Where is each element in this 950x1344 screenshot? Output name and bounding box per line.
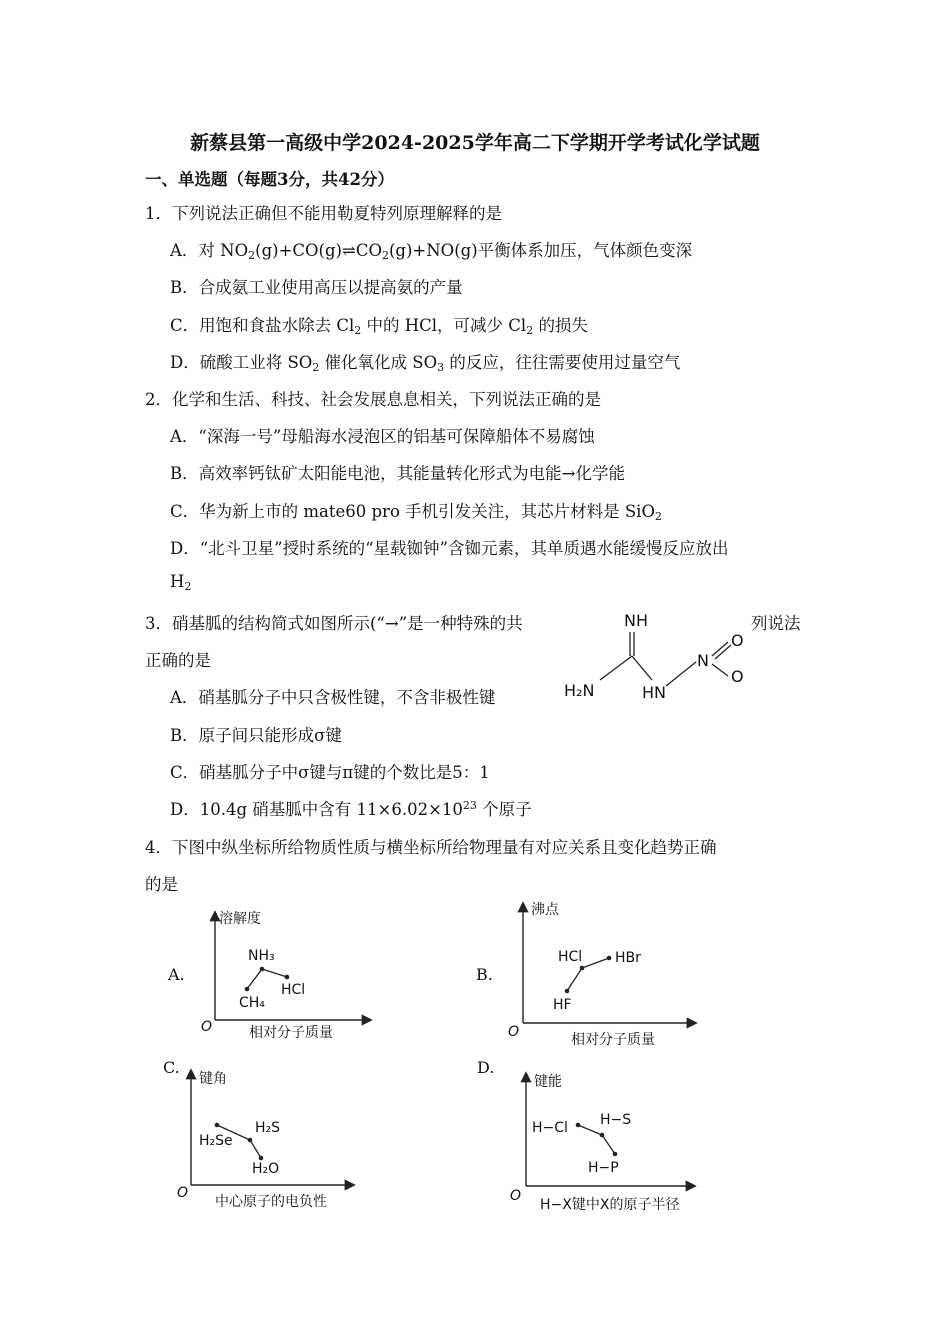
graph-a-point-nh3: NH₃	[248, 948, 275, 964]
graph-b-point-hbr: HBr	[615, 950, 641, 966]
graph-c-point-h2se: H₂Se	[199, 1133, 233, 1149]
q2-stem: 2．化学和生活、科技、社会发展息息相关，下列说法正确的是	[145, 390, 601, 409]
graph-a-ylabel: 溶解度	[219, 911, 261, 927]
graph-d-origin: O	[510, 1188, 522, 1204]
graph-b-label: B.	[476, 965, 493, 984]
graph-b-xlabel: 相对分子质量	[571, 1032, 655, 1048]
q1-option-c: C．用饱和食盐水除去 $Cl_2$ 中的 HCl，可减少 $Cl_2$ 的损失	[170, 316, 588, 337]
graph-d-point-hp: H−P	[588, 1160, 619, 1176]
struct-nh-label: NH	[624, 611, 648, 630]
graph-d-xlabel: H−X键中X的原子半径	[540, 1197, 680, 1213]
graph-a	[195, 905, 385, 1045]
graph-d-label: D.	[477, 1058, 495, 1077]
struct-o-bottom-label: O	[731, 667, 744, 686]
graph-a-label: A.	[168, 965, 185, 984]
q2-option-b: B．高效率钙钛矿太阳能电池，其能量转化形式为电能→化学能	[170, 464, 625, 483]
graph-a-point-hcl: HCl	[281, 982, 306, 998]
q2-option-c: C．华为新上市的 mate60 pro 手机引发关注，其芯片材料是 SiO$_2$	[170, 502, 662, 523]
q2-option-d-line1: D．“北斗卫星”授时系统的“星载铷钟”含铷元素，其单质遇水能缓慢反应放出	[170, 539, 729, 558]
q3-stem-part2: 列说法	[751, 614, 801, 633]
struct-n-label: N	[697, 651, 709, 670]
graph-b	[505, 898, 705, 1048]
graph-d-ylabel: 键能	[534, 1074, 562, 1090]
graph-b-point-hcl: HCl	[558, 949, 583, 965]
graph-c-point-h2o: H₂O	[252, 1161, 280, 1177]
graph-c-origin: O	[177, 1185, 189, 1201]
struct-h2n-label: H₂N	[564, 681, 595, 700]
struct-hn-label: HN	[642, 683, 666, 702]
q3-option-d: D．10.4g 硝基胍中含有 $11\times 6.02\times 10^{23}$ 个原子	[170, 799, 532, 819]
graph-c-xlabel: 中心原子的电负性	[215, 1194, 327, 1210]
graph-a-origin: O	[201, 1019, 213, 1035]
q4-stem-line1: 4．下图中纵坐标所给物质性质与横坐标所给物理量有对应关系且变化趋势正确	[145, 838, 717, 857]
q1-option-a: A．对 $NO_2(g)+CO(g)\rightleftharpoons CO_2(g)+NO(g)$平衡体系加压，气体颜色变深	[170, 241, 693, 262]
graph-b-ylabel: 沸点	[531, 902, 559, 918]
q2-option-a: A．“深海一号”母船海水浸泡区的铝基可保障船体不易腐蚀	[170, 427, 595, 446]
graph-d	[506, 1068, 706, 1218]
graph-d-point-hs: H−S	[600, 1112, 632, 1128]
graph-a-point-ch4: CH₄	[239, 995, 265, 1011]
q2-option-d-line2: $H_2$	[170, 572, 192, 593]
struct-o-top-label: O	[731, 631, 744, 650]
graph-d-point-hcl: H−Cl	[532, 1120, 568, 1136]
q3-stem-line2: 正确的是	[145, 651, 211, 670]
q1-option-d: D．硫酸工业将 $SO_2$ 催化氧化成 $SO_3$ 的反应，往往需要使用过量空气	[170, 353, 681, 374]
nitroguanidine-structure	[556, 602, 750, 712]
graph-c-ylabel: 键角	[199, 1071, 227, 1087]
graph-c-point-h2s: H₂S	[255, 1120, 281, 1136]
graph-c	[175, 1065, 365, 1215]
graph-b-point-hf: HF	[553, 997, 572, 1013]
q3-option-a: A．硝基胍分子中只含极性键，不含非极性键	[170, 688, 496, 707]
graph-a-xlabel: 相对分子质量	[249, 1025, 333, 1041]
q3-option-c: C．硝基胍分子中σ键与π键的个数比是5：1	[170, 763, 490, 782]
q3-stem-part1: 3．硝基胍的结构简式如图所示(“→”是一种特殊的共	[145, 614, 523, 633]
graph-b-origin: O	[508, 1024, 520, 1040]
q3-option-b: B．原子间只能形成σ键	[170, 726, 342, 745]
q4-stem-line2: 的是	[145, 875, 178, 894]
section-heading: 一、单选题（每题3分，共42分）	[145, 170, 394, 189]
graph-c-label: C.	[163, 1058, 180, 1077]
page-title: 新蔡县第一高级中学2024-2025学年高二下学期开学考试化学试题	[190, 132, 760, 154]
q1-stem: 1．下列说法正确但不能用勒夏特列原理解释的是	[145, 204, 502, 223]
q1-option-b: B．合成氨工业使用高压以提高氨的产量	[170, 278, 463, 297]
